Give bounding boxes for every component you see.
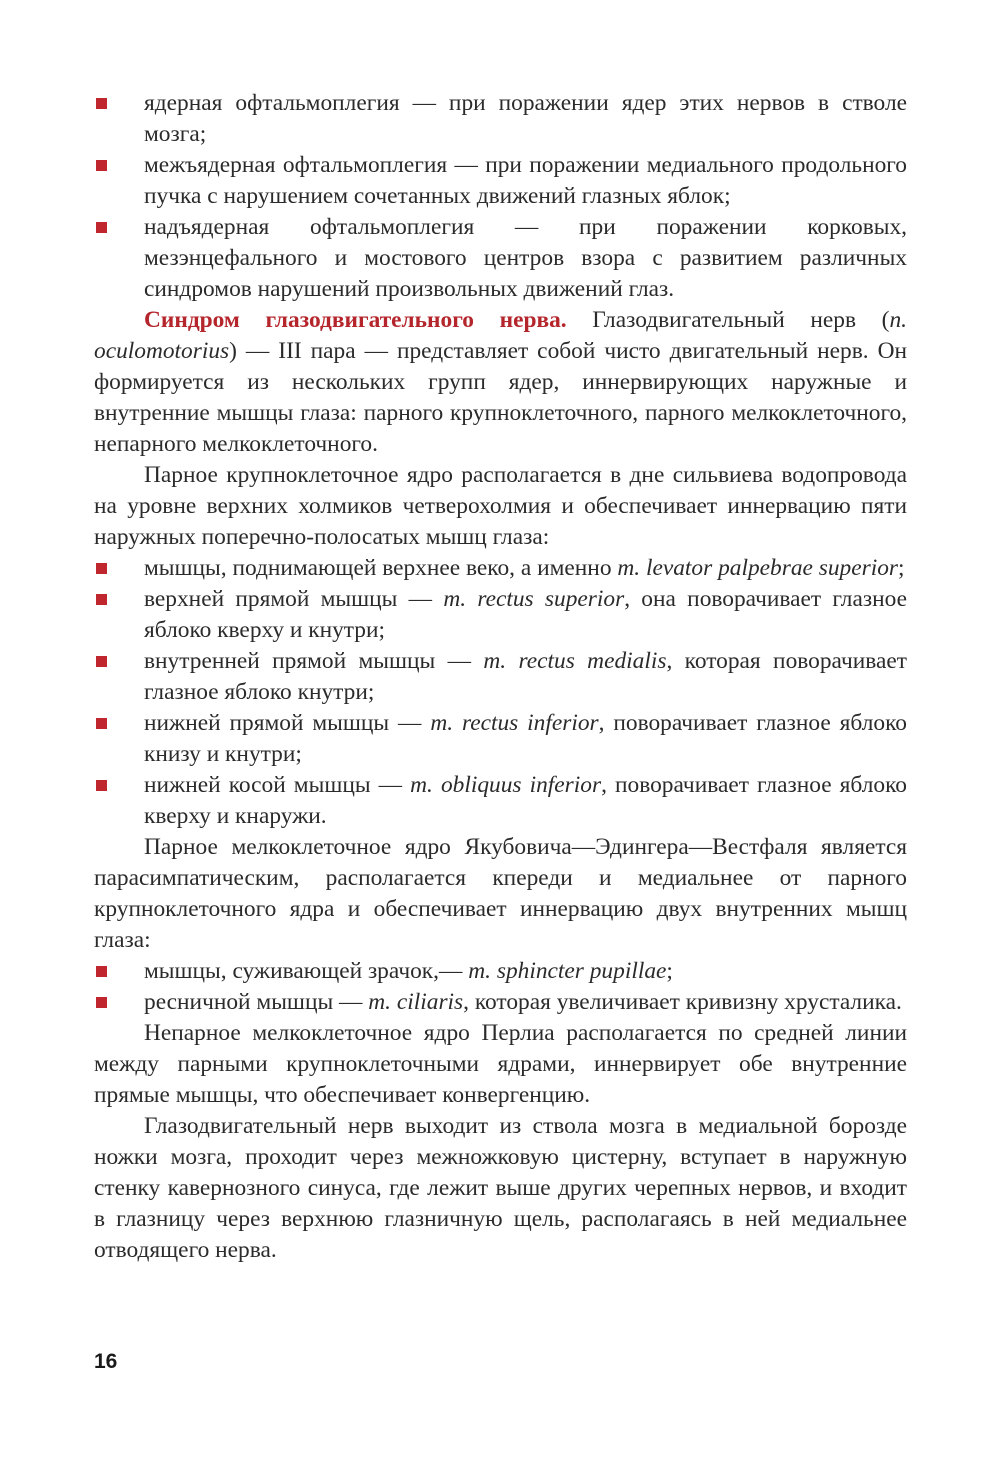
list-item bbox=[94, 584, 907, 646]
list-item bbox=[94, 956, 907, 987]
list-item bbox=[94, 88, 907, 150]
square-bullet-icon bbox=[96, 966, 107, 977]
square-bullet-icon bbox=[96, 222, 107, 233]
latin-term: n. oculomotorius bbox=[94, 307, 907, 364]
latin-term: m. sphincter pupillae bbox=[468, 958, 667, 984]
small-cell-nucleus-paragraph: Парное мелкоклеточное ядро Якубовича—Эдингера—Вестфаля является парасимпатическим, располагается кпереди и медиальнее от парного крупноклеточного ядра и обеспечивает иннервацию двух внутренних мышц глаза: bbox=[94, 834, 907, 953]
list-item-text: надъядерная офтальмоплегия — при поражении корковых, мезэнцефального и мостового центров взора с развитием различных синдромов нарушений произвольных движений глаз. bbox=[144, 214, 907, 302]
list-item-text: ; bbox=[666, 958, 673, 984]
list-item-text: внутренней прямой мышцы — bbox=[144, 648, 484, 674]
square-bullet-icon bbox=[96, 780, 107, 791]
ophthalmoplegia-list bbox=[94, 88, 907, 305]
page-content bbox=[94, 88, 907, 1266]
large-cell-nucleus-paragraph: Парное крупноклеточное ядро располагается в дне сильвиева водопровода на уровне верхних холмиков четверохолмия и обеспечивает иннервацию пяти наружных поперечно-полосатых мышц глаза: bbox=[94, 462, 907, 550]
section-heading: Синдром глазодвигательного нерва. bbox=[144, 307, 567, 333]
square-bullet-icon bbox=[96, 594, 107, 605]
oculomotor-syndrome-paragraph bbox=[94, 305, 907, 460]
paragraph-text: ) — III пара — представляет собой чисто двигательный нерв. Он формируется из нескольких групп ядер, иннервирующих наружные и внутренние мышцы глаза: парного крупноклеточного, парного мелкоклеточного, непарного мелкоклеточного. bbox=[94, 338, 907, 457]
list-item bbox=[94, 708, 907, 770]
list-item bbox=[94, 987, 907, 1018]
square-bullet-icon bbox=[96, 656, 107, 667]
paragraph-text: Глазодвигательный нерв ( bbox=[566, 307, 890, 333]
list-item bbox=[94, 212, 907, 305]
perlia-nucleus-paragraph: Непарное мелкоклеточное ядро Перлиа располагается по средней линии между парными крупноклеточными ядрами, иннервирует обе внутренние прямые мышцы, что обеспечивает конвергенцию. bbox=[94, 1020, 907, 1108]
nerve-course-paragraph: Глазодвигательный нерв выходит из ствола мозга в медиальной борозде ножки мозга, проходит через межножковую цистерну, вступает в наружную стенку кавернозного синуса, где лежит выше других черепных нервов, и входит в глазницу через верхнюю глазничную щель, располагаясь в ней медиальнее отводящего нерва. bbox=[94, 1113, 907, 1263]
external-muscles-list bbox=[94, 553, 907, 832]
page-number: 16 bbox=[94, 1350, 118, 1373]
list-item-text: , поворачивает глазное яблоко книзу и кнутри; bbox=[144, 710, 907, 767]
latin-term: m. obliquus inferior bbox=[410, 772, 602, 798]
list-item bbox=[94, 646, 907, 708]
latin-term: m. levator palpebrae superior bbox=[617, 555, 899, 581]
list-item bbox=[94, 150, 907, 212]
latin-term: m. ciliaris bbox=[368, 989, 464, 1015]
list-item-text: , которая увеличивает кривизну хрусталика. bbox=[463, 989, 902, 1015]
list-item-text: верхней прямой мышцы — bbox=[144, 586, 444, 612]
latin-term: m. rectus inferior bbox=[430, 710, 599, 736]
list-item-text: мышцы, поднимающей верхнее веко, а именно bbox=[144, 555, 618, 581]
list-item-text: нижней прямой мышцы — bbox=[144, 710, 431, 736]
list-item-text: , она поворачивает глазное яблоко кверху и кнутри; bbox=[144, 586, 907, 643]
list-item bbox=[94, 770, 907, 832]
latin-term: m. rectus superior bbox=[443, 586, 625, 612]
square-bullet-icon bbox=[96, 563, 107, 574]
internal-muscles-list bbox=[94, 956, 907, 1018]
list-item-text: , поворачивает глазное яблоко кверху и кнаружи. bbox=[144, 772, 907, 829]
list-item-text: ядерная офтальмоплегия — при поражении ядер этих нервов в стволе мозга; bbox=[144, 90, 907, 147]
list-item-text: нижней косой мышцы — bbox=[144, 772, 411, 798]
square-bullet-icon bbox=[96, 98, 107, 109]
latin-term: m. rectus medialis bbox=[483, 648, 667, 674]
square-bullet-icon bbox=[96, 997, 107, 1008]
list-item-text: мышцы, суживающей зрачок,— bbox=[144, 958, 469, 984]
list-item-text: , которая поворачивает глазное яблоко кнутри; bbox=[144, 648, 907, 705]
square-bullet-icon bbox=[96, 718, 107, 729]
list-item-text: ; bbox=[898, 555, 905, 581]
list-item-text: межъядерная офтальмоплегия — при поражении медиального продольного пучка с нарушением сочетанных движений глазных яблок; bbox=[144, 152, 907, 209]
square-bullet-icon bbox=[96, 160, 107, 171]
list-item-text: ресничной мышцы — bbox=[144, 989, 369, 1015]
list-item bbox=[94, 553, 907, 584]
